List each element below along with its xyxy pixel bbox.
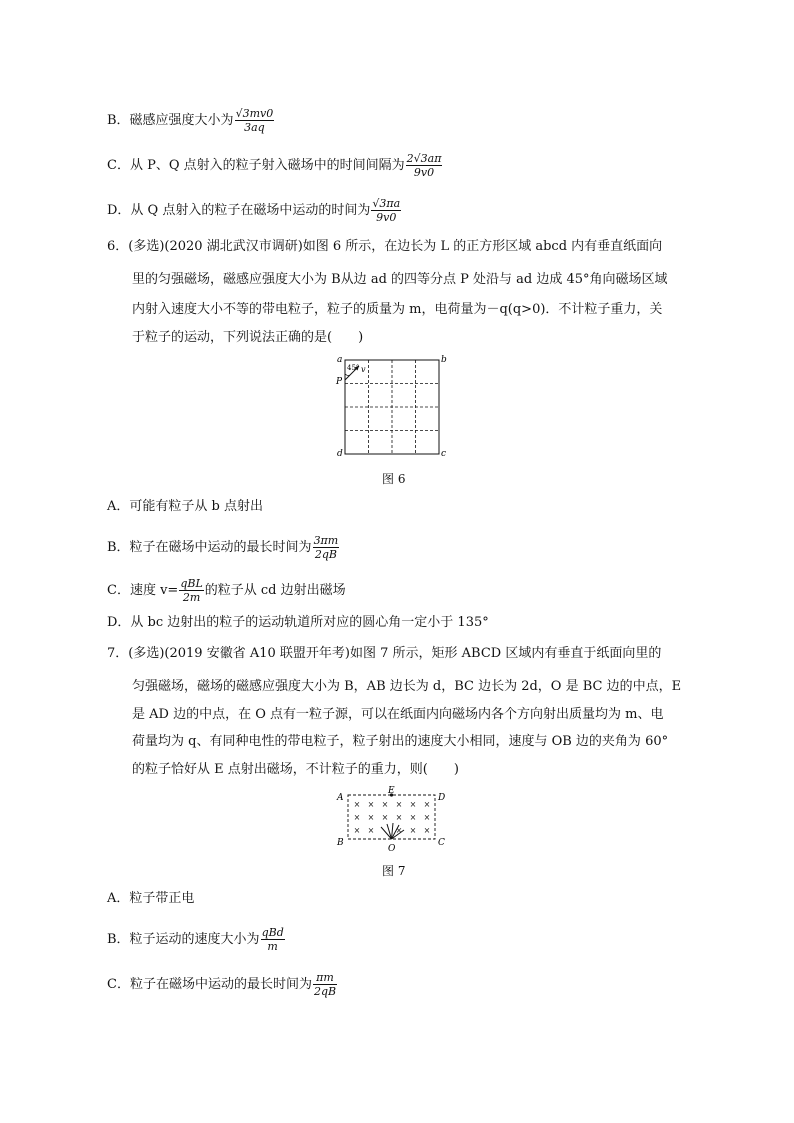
svg-text:×: × [367, 813, 375, 822]
svg-text:×: × [367, 826, 375, 835]
q6-label-b: b [441, 355, 447, 365]
q6-option-c: C．速度 v= $\frac{\text{qBL}}{2m}$ 的粒子从 cd 边射出磁场 [107, 577, 346, 604]
q6-angle-arc [345, 374, 350, 376]
q7-option-c: C．粒子在磁场中运动的最长时间为 $\frac{\pi m}{2qB}$ [107, 971, 337, 998]
q7-option-c-fraction: $\frac{\pi m}{2qB}$ [313, 971, 337, 998]
q5-option-b-fraction: $\frac{√3mv0}{3aq}$ [235, 107, 274, 134]
q6-figure-caption: 图 6 [382, 472, 406, 486]
svg-text:×: × [381, 800, 389, 809]
q6-option-c-fraction: $\frac{\text{qBL}}{2m}$ [180, 577, 203, 604]
svg-text:×: × [353, 813, 361, 822]
q7-stem-line-4: 荷量均为 q、有同种电性的带电粒子，粒子射出的速度大小相同，速度与 OB 边的夹角为 60° [132, 734, 669, 749]
q7-label-o: O [388, 844, 396, 854]
q5-option-b: B．磁感应强度大小为 $\frac{√3mv0}{3aq}$ [107, 107, 274, 134]
q7-stem-line-3: 是 AD 边的中点，在 O 点有一粒子源，可以在纸面内向磁场内各个方向射出质量均为 m、电 [132, 707, 664, 722]
q7-label-b: B [337, 838, 344, 848]
svg-text:×: × [395, 826, 403, 835]
svg-text:×: × [423, 826, 431, 835]
q6-label-v: v [361, 365, 366, 374]
q6-label-angle: 45° [347, 364, 360, 372]
q5-option-d-fraction: $\frac{√3\pi a}{9v0}$ [372, 197, 401, 224]
q6-option-a: A．可能有粒子从 b 点射出 [107, 499, 263, 514]
q6-label-p: P [336, 377, 343, 387]
q6-figure [335, 353, 450, 458]
q7-option-b: B．粒子运动的速度大小为 $\frac{\text{qBd}}{m}$ [107, 926, 284, 953]
q7-option-b-fraction: $\frac{\text{qBd}}{m}$ [261, 926, 284, 953]
q6-label-d: d [337, 449, 343, 458]
svg-text:×: × [423, 813, 431, 822]
svg-text:×: × [395, 800, 403, 809]
q6-label-a: a [337, 355, 343, 365]
q6-stem-line-2: 里的匀强磁场，磁感应强度大小为 B从边 ad 的四等分点 P 处沿与 ad 边成 45°角向磁场区域 [132, 272, 668, 287]
q6-option-b: B．粒子在磁场中运动的最长时间为 $\frac{3\pi m}{2qB}$ [107, 534, 339, 561]
q5-option-c-fraction: $\frac{2√3a\pi}{9v0}$ [406, 152, 442, 179]
q7-stem-line-2: 匀强磁场，磁场的磁感应强度大小为 B，AB 边长为 d，BC 边长为 2d，O 是 BC 边的中点，E [132, 679, 682, 694]
q7-label-c: C [438, 838, 445, 848]
q7-label-a: A [337, 793, 344, 803]
q6-stem-line-4: 于粒子的运动，下列说法正确的是( ) [132, 330, 364, 345]
svg-text:×: × [409, 826, 417, 835]
svg-text:×: × [409, 800, 417, 809]
q6-option-d: D．从 bc 边射出的粒子的运动轨道所对应的圆心角一定小于 135° [107, 615, 489, 630]
q6-option-b-fraction: $\frac{3\pi m}{2qB}$ [313, 534, 339, 561]
q6-stem-line-3: 内射入速度大小不等的带电粒子，粒子的质量为 m，电荷量为－q(q>0)．不计粒子重力，关 [132, 302, 663, 317]
q7-stem-line-5: 的粒子恰好从 E 点射出磁场，不计粒子的重力，则( ) [132, 762, 459, 777]
svg-text:×: × [353, 826, 361, 835]
q7-figure-caption: 图 7 [382, 864, 406, 878]
q5-option-c: C．从 P、Q 点射入的粒子射入磁场中的时间间隔为 $\frac{2√3a\pi}{9v0}$ [107, 152, 442, 179]
q7-rectangle-region [348, 795, 435, 839]
q7-label-e: E [388, 786, 395, 796]
q7-figure [335, 786, 455, 854]
q6-grid-lines [345, 360, 439, 454]
svg-text:×: × [423, 800, 431, 809]
q5-option-d: D．从 Q 点射入的粒子在磁场中运动的时间为 $\frac{√3\pi a}{9v0}$ [107, 197, 401, 224]
svg-text:×: × [395, 813, 403, 822]
svg-text:×: × [353, 800, 361, 809]
q7-option-a: A．粒子带正电 [107, 891, 195, 906]
q7-label-d: D [438, 793, 446, 803]
q7-stem-line-1: 7．(多选)(2019 安徽省 A10 联盟开年考)如图 7 所示，矩形 ABCD 区域内有垂直于纸面向里的 [107, 646, 662, 661]
svg-text:×: × [381, 813, 389, 822]
svg-text:×: × [409, 813, 417, 822]
svg-text:×: × [367, 800, 375, 809]
q6-label-c: c [441, 449, 447, 458]
q6-stem-line-1: 6．(多选)(2020 湖北武汉市调研)如图 6 所示，在边长为 L 的正方形区域 abcd 内有垂直纸面向 [107, 239, 663, 254]
